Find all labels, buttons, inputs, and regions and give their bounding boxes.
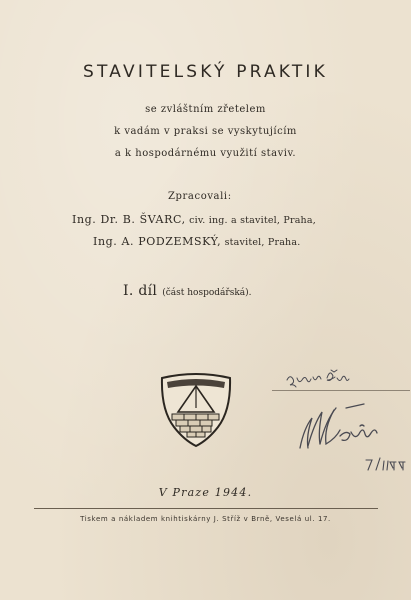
subtitle-line-2: k vadám v praksi se vyskytujícím	[114, 126, 297, 137]
author-2-role: stavitel, Praha.	[224, 237, 301, 248]
author-1-name: Ing. Dr. B. ŠVARC,	[72, 213, 186, 226]
author-2	[93, 235, 300, 248]
subtitle-line-1: se zvláštním zřetelem	[145, 104, 266, 115]
shield-emblem-icon	[158, 372, 234, 448]
volume-note: (část hospodářská).	[162, 288, 252, 298]
prepared-by-label: Zpracovali:	[168, 191, 232, 202]
printer-imprint: Tiskem a nákladem knihtiskárny J. Stříž v Brně, Veselá ul. 17.	[80, 515, 331, 523]
subtitle-line-3: a k hospodárnému využití staviv.	[114, 148, 297, 159]
volume-number: I. díl	[123, 283, 158, 299]
divider	[34, 508, 378, 509]
volume-label	[123, 280, 252, 299]
author-1-role: civ. ing. a stavitel, Praha,	[189, 215, 316, 226]
author-1	[72, 213, 316, 226]
handwritten-underline	[272, 390, 410, 391]
book-title: STAVITELSKÝ PRAKTIK	[83, 62, 328, 82]
author-2-name: Ing. A. PODZEMSKÝ,	[93, 235, 222, 248]
place-and-date: V Praze 1944.	[158, 486, 253, 499]
